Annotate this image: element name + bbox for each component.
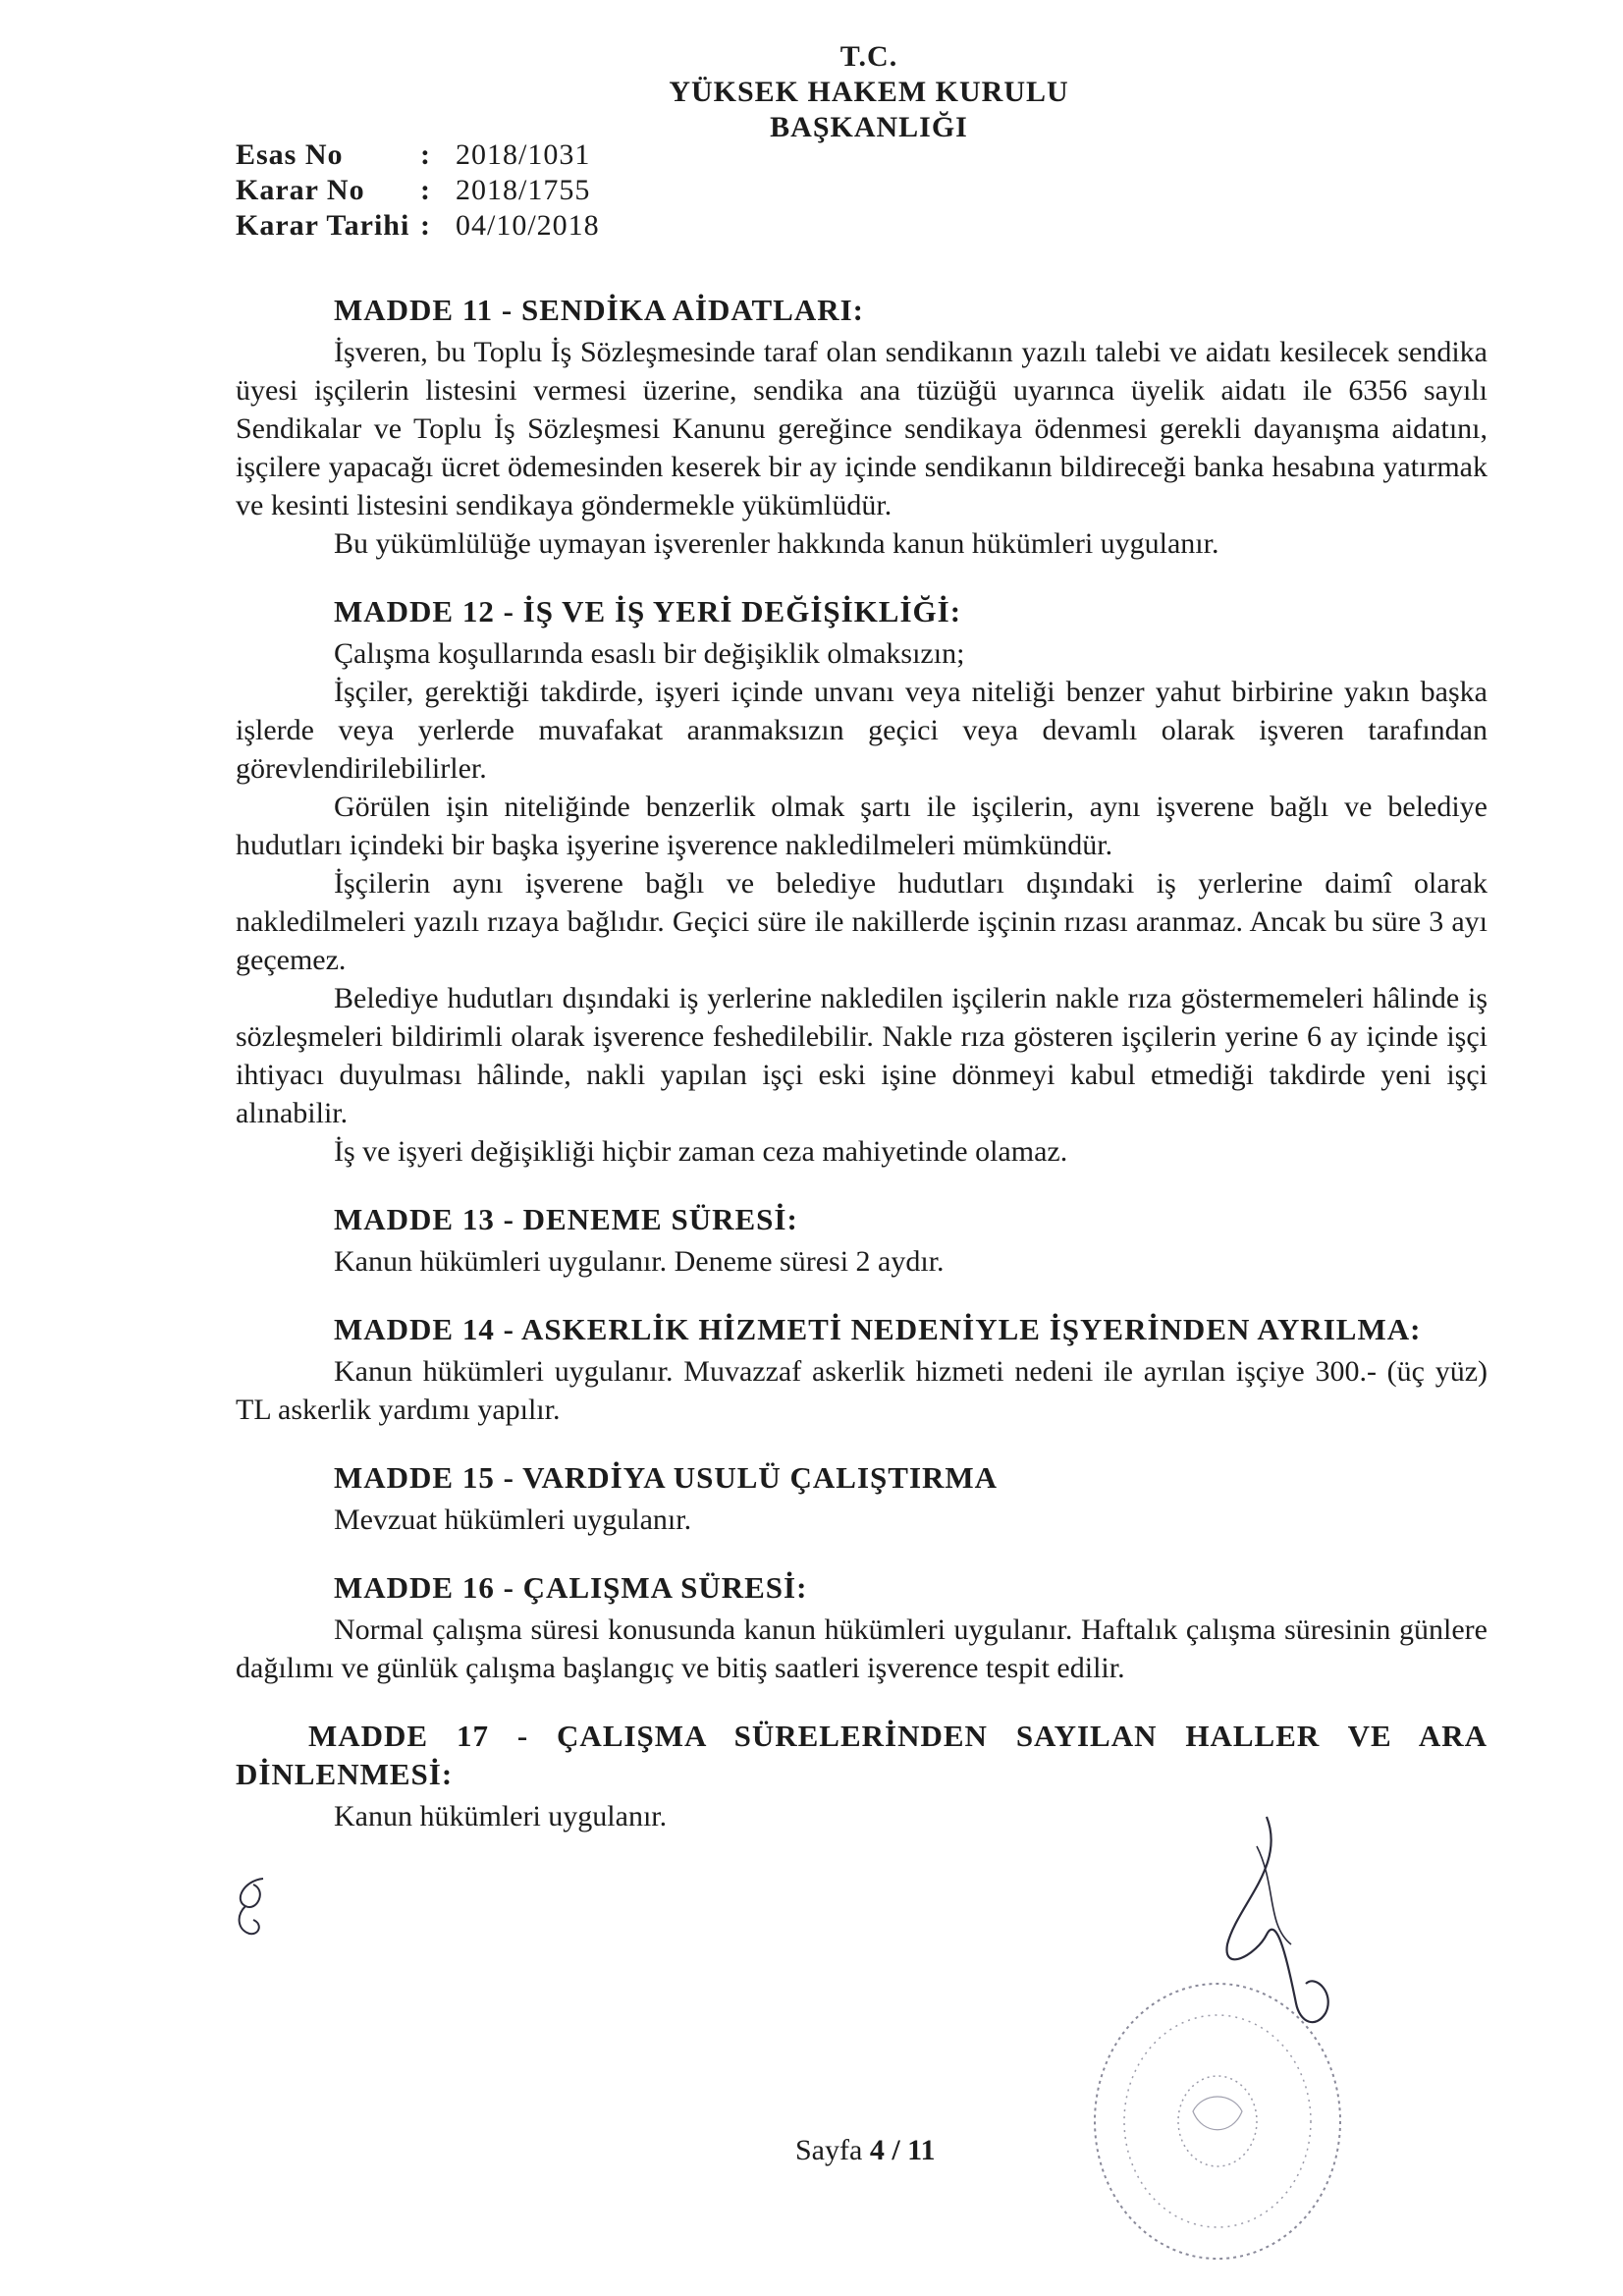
article-paragraph: Bu yükümlülüğe uymayan işverenler hakkında kanun hükümleri uygulanır.	[334, 527, 1219, 560]
meta-colon: :	[420, 174, 430, 206]
meta-label: Karar Tarihi	[236, 209, 410, 242]
article-title: MADDE 12 - İŞ VE İŞ YERİ DEĞİŞİKLİĞİ:	[334, 594, 962, 629]
article-15	[236, 1458, 1488, 1539]
header-line-institution: YÜKSEK HAKEM KURULU	[669, 76, 1069, 108]
article-paragraph: Mevzuat hükümleri uygulanır.	[334, 1503, 692, 1536]
article-paragraph: İşçiler, gerektiği takdirde, işyeri içinde unvanı veya niteliği benzer yahut birbirine yakın başka işlerde veya yerlerde muvafakat aranmaksızın geçici veya devamlı olarak işveren tarafından görevlendirilebilirler.	[236, 676, 1488, 785]
article-13	[236, 1200, 1488, 1281]
article-11	[236, 291, 1488, 563]
article-paragraph: Görülen işin niteliğinde benzerlik olmak şartı ile işçilerin, aynı işverene bağlı ve belediye hudutları içindeki bir başka işyerine işverence nakledilmeleri mümkündür.	[236, 791, 1488, 861]
article-14	[236, 1310, 1488, 1429]
article-title: MADDE 11 - SENDİKA AİDATLARI:	[334, 293, 864, 327]
meta-value: 2018/1031	[456, 138, 591, 171]
article-title: MADDE 17 - ÇALIŞMA SÜRELERİNDEN SAYILAN HALLER VE ARA DİNLENMESİ:	[236, 1719, 1488, 1791]
page-count: 4 / 11	[869, 2134, 936, 2166]
article-title: MADDE 15 - VARDİYA USULÜ ÇALIŞTIRMA	[334, 1460, 999, 1495]
article-title: MADDE 14 - ASKERLİK HİZMETİ NEDENİYLE İŞYERİNDEN AYRILMA:	[334, 1312, 1422, 1346]
page-prefix: Sayfa	[795, 2134, 863, 2166]
meta-row-esas	[236, 137, 600, 173]
article-title: MADDE 13 - DENEME SÜRESİ:	[334, 1202, 798, 1236]
case-metadata	[236, 137, 600, 244]
article-paragraph: İşveren, bu Toplu İş Sözleşmesinde taraf olan sendikanın yazılı talebi ve aidatı kesilecek sendika üyesi işçilerin listesini vermesi üzerine, sendika ana tüzüğü uyarınca üyelik aidatı ile 6356 sayılı Sendikalar ve Toplu İş Sözleşmesi Kanunu gereğince sendikaya ödenmesi gerekli dayanışma aidatını, işçilere yapacağı ücret ödemesinden keserek bir ay içinde sendikanın bildireceği banka hesabına yatırmak ve kesinti listesini sendikaya göndermekle yükümlüdür.	[236, 336, 1488, 521]
article-paragraph: Kanun hükümleri uygulanır.	[334, 1800, 668, 1832]
document-header	[648, 39, 1090, 145]
article-paragraph: Belediye hudutları dışındaki iş yerlerine nakledilen işçilerin nakle rıza göstermemeleri hâlinde iş sözleşmeleri bildirimli olarak işverence feshedilebilir. Nakle rıza gösteren işçilerin yerine 6 ay içinde işçi ihtiyacı duyulması hâlinde, nakli yapılan işçi eski işine dönmeyi kabul etmediği takdirde yeni işçi alınabilir.	[236, 982, 1488, 1129]
article-paragraph: İş ve işyeri değişikliği hiçbir zaman ceza mahiyetinde olamaz.	[334, 1135, 1068, 1168]
article-16	[236, 1568, 1488, 1687]
header-line-department: BAŞKANLIĞI	[770, 111, 968, 143]
page-number	[795, 2134, 936, 2167]
meta-colon: :	[420, 138, 430, 171]
article-paragraph: Kanun hükümleri uygulanır. Deneme süresi 2 aydır.	[334, 1245, 945, 1278]
meta-row-karar-tarihi	[236, 208, 600, 244]
handwritten-initial-icon	[224, 1871, 283, 1940]
meta-colon: :	[420, 209, 430, 242]
article-paragraph: Çalışma koşullarında esaslı bir değişiklik olmaksızın;	[334, 637, 965, 670]
meta-value: 2018/1755	[456, 174, 591, 206]
article-title: MADDE 16 - ÇALIŞMA SÜRESİ:	[334, 1570, 808, 1605]
article-paragraph: İşçilerin aynı işverene bağlı ve belediye hudutları dışındaki iş yerlerine daimî olarak nakledilmeleri yazılı rızaya bağlıdır. Geçici süre ile nakillerde işçinin rızası aranmaz. Ancak bu süre 3 ayı geçemez.	[236, 867, 1488, 976]
article-12	[236, 592, 1488, 1171]
meta-value: 04/10/2018	[456, 209, 600, 242]
article-paragraph: Normal çalışma süresi konusunda kanun hükümleri uygulanır. Haftalık çalışma süresinin günlere dağılımı ve günlük çalışma başlangıç ve bitiş saatleri işverence tespit edilir.	[236, 1613, 1488, 1684]
meta-row-karar	[236, 173, 600, 208]
document-body	[236, 291, 1488, 1865]
official-seal-icon	[1080, 1954, 1355, 2269]
header-line-tc: T.C.	[839, 40, 898, 73]
meta-label: Karar No	[236, 174, 365, 206]
article-paragraph: Kanun hükümleri uygulanır. Muvazzaf askerlik hizmeti nedeni ile ayrılan işçiye 300.- (üç yüz) TL askerlik yardımı yapılır.	[236, 1355, 1488, 1426]
meta-label: Esas No	[236, 138, 344, 171]
